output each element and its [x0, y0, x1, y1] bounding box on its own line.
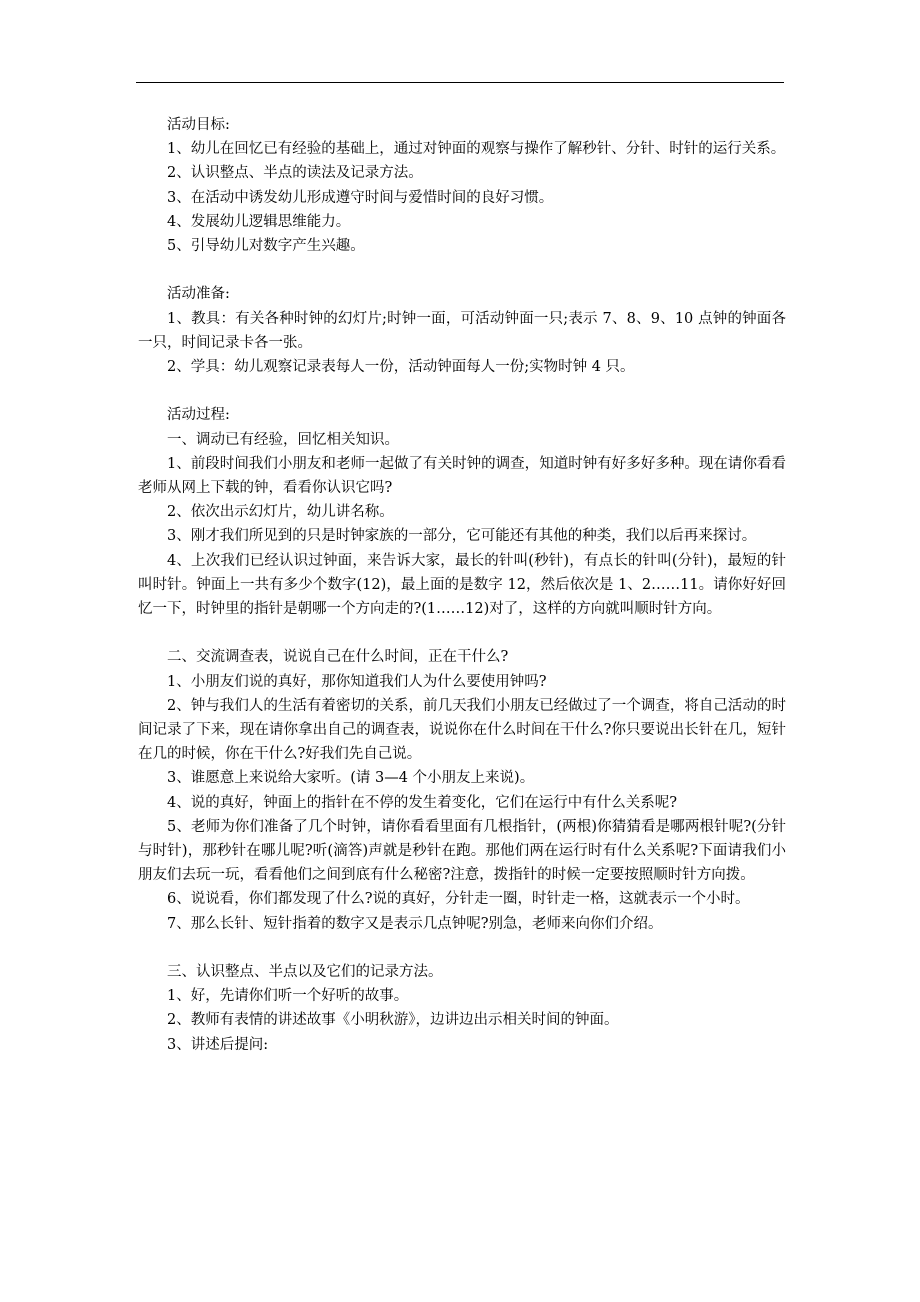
paragraph: 5、引导幼儿对数字产生兴趣。 — [167, 238, 365, 255]
paragraph: 一、调动已有经验，回忆相关知识。 — [167, 431, 399, 448]
document-body — [138, 113, 786, 1057]
paragraph-spacer — [138, 936, 786, 960]
paragraph: 6、说说看，你们都发现了什么?说的真好，分针走一圈，时针走一格，这就表示一个小时。 — [167, 891, 750, 908]
header-rule — [136, 82, 784, 83]
paragraph: 2、认识整点、半点的读法及记录方法。 — [167, 165, 423, 182]
paragraph: 3、刚才我们所见到的只是时钟家族的一部分，它可能还有其他的种类，我们以后再来探讨。 — [167, 528, 757, 545]
paragraph: 7、那么长针、短针指着的数字又是表示几点钟呢?别急，老师来向你们介绍。 — [167, 915, 663, 932]
paragraph: 1、幼儿在回忆已有经验的基础上，通过对钟面的观察与操作了解秒针、分针、时针的运行关系。 — [167, 141, 786, 158]
paragraph: 1、小朋友们说的真好，那你知道我们人为什么要使用钟吗? — [167, 673, 547, 690]
paragraph: 4、上次我们已经认识过钟面，来告诉大家，最长的针叫(秒针)，有点长的针叫(分针)，最短的针叫时针。钟面上一共有多少个数字(12)，最上面的是数字 12，然后依次是 1、2……11。请你好好回忆一下，时钟里的指针是朝哪一个方向走的?(1……12)对了，这样的方向就叫顺时针方向。 — [138, 552, 786, 618]
paragraph: 3、谁愿意上来说给大家听。(请 3—4 个小朋友上来说)。 — [167, 770, 535, 787]
paragraph: 3、在活动中诱发幼儿形成遵守时间与爱惜时间的良好习惯。 — [167, 189, 554, 206]
paragraph: 1、前段时间我们小朋友和老师一起做了有关时钟的调查，知道时钟有好多好多种。现在请你看看老师从网上下载的钟，看看你认识它吗? — [138, 455, 786, 497]
paragraph: 2、钟与我们人的生活有着密切的关系，前几天我们小朋友已经做过了一个调查，将自己活动的时间记录了下来，现在请你拿出自己的调查表，说说你在什么时间在干什么?你只要说出长针在几，短针在几的时候，你在干什么?好我们先自己说。 — [138, 697, 786, 763]
paragraph: 3、讲述后提问: — [167, 1036, 269, 1053]
paragraph: 4、说的真好，钟面上的指针在不停的发生着变化，它们在运行中有什么关系呢? — [167, 794, 677, 811]
paragraph: 2、依次出示幻灯片，幼儿讲名称。 — [167, 504, 394, 521]
paragraph: 活动过程: — [167, 407, 230, 424]
paragraph: 2、教师有表情的讲述故事《小明秋游》，边讲边出示相关时间的钟面。 — [167, 1012, 619, 1029]
paragraph-spacer — [138, 621, 786, 645]
paragraph: 活动准备: — [167, 286, 230, 303]
paragraph-spacer — [138, 258, 786, 282]
paragraph: 1、好，先请你们听一个好听的故事。 — [167, 988, 409, 1005]
paragraph: 活动目标: — [167, 117, 230, 133]
paragraph: 2、学具：幼儿观察记录表每人一份，活动钟面每人一份;实物时钟 4 只。 — [167, 359, 635, 376]
paragraph: 三、认识整点、半点以及它们的记录方法。 — [167, 964, 443, 981]
paragraph: 二、交流调查表，说说自己在什么时间，正在干什么? — [167, 649, 509, 666]
paragraph-spacer — [138, 379, 786, 403]
paragraph: 5、老师为你们准备了几个时钟，请你看看里面有几根指针，(两根)你猜猜看是哪两根针呢?(分针与时针)，那秒针在哪儿呢?听(滴答)声就是秒针在跑。那他们两在运行时有什么关系呢?下面请我们小朋友们去玩一玩，看看他们之间到底有什么秘密?注意，拨指针的时候一定要按照顺时针方向拨。 — [138, 818, 786, 884]
paragraph: 1、教具：有关各种时钟的幻灯片;时钟一面，可活动钟面一只;表示 7、8、9、10 点钟的钟面各一只，时间记录卡各一张。 — [138, 310, 786, 351]
paragraph: 4、发展幼儿逻辑思维能力。 — [167, 213, 351, 230]
